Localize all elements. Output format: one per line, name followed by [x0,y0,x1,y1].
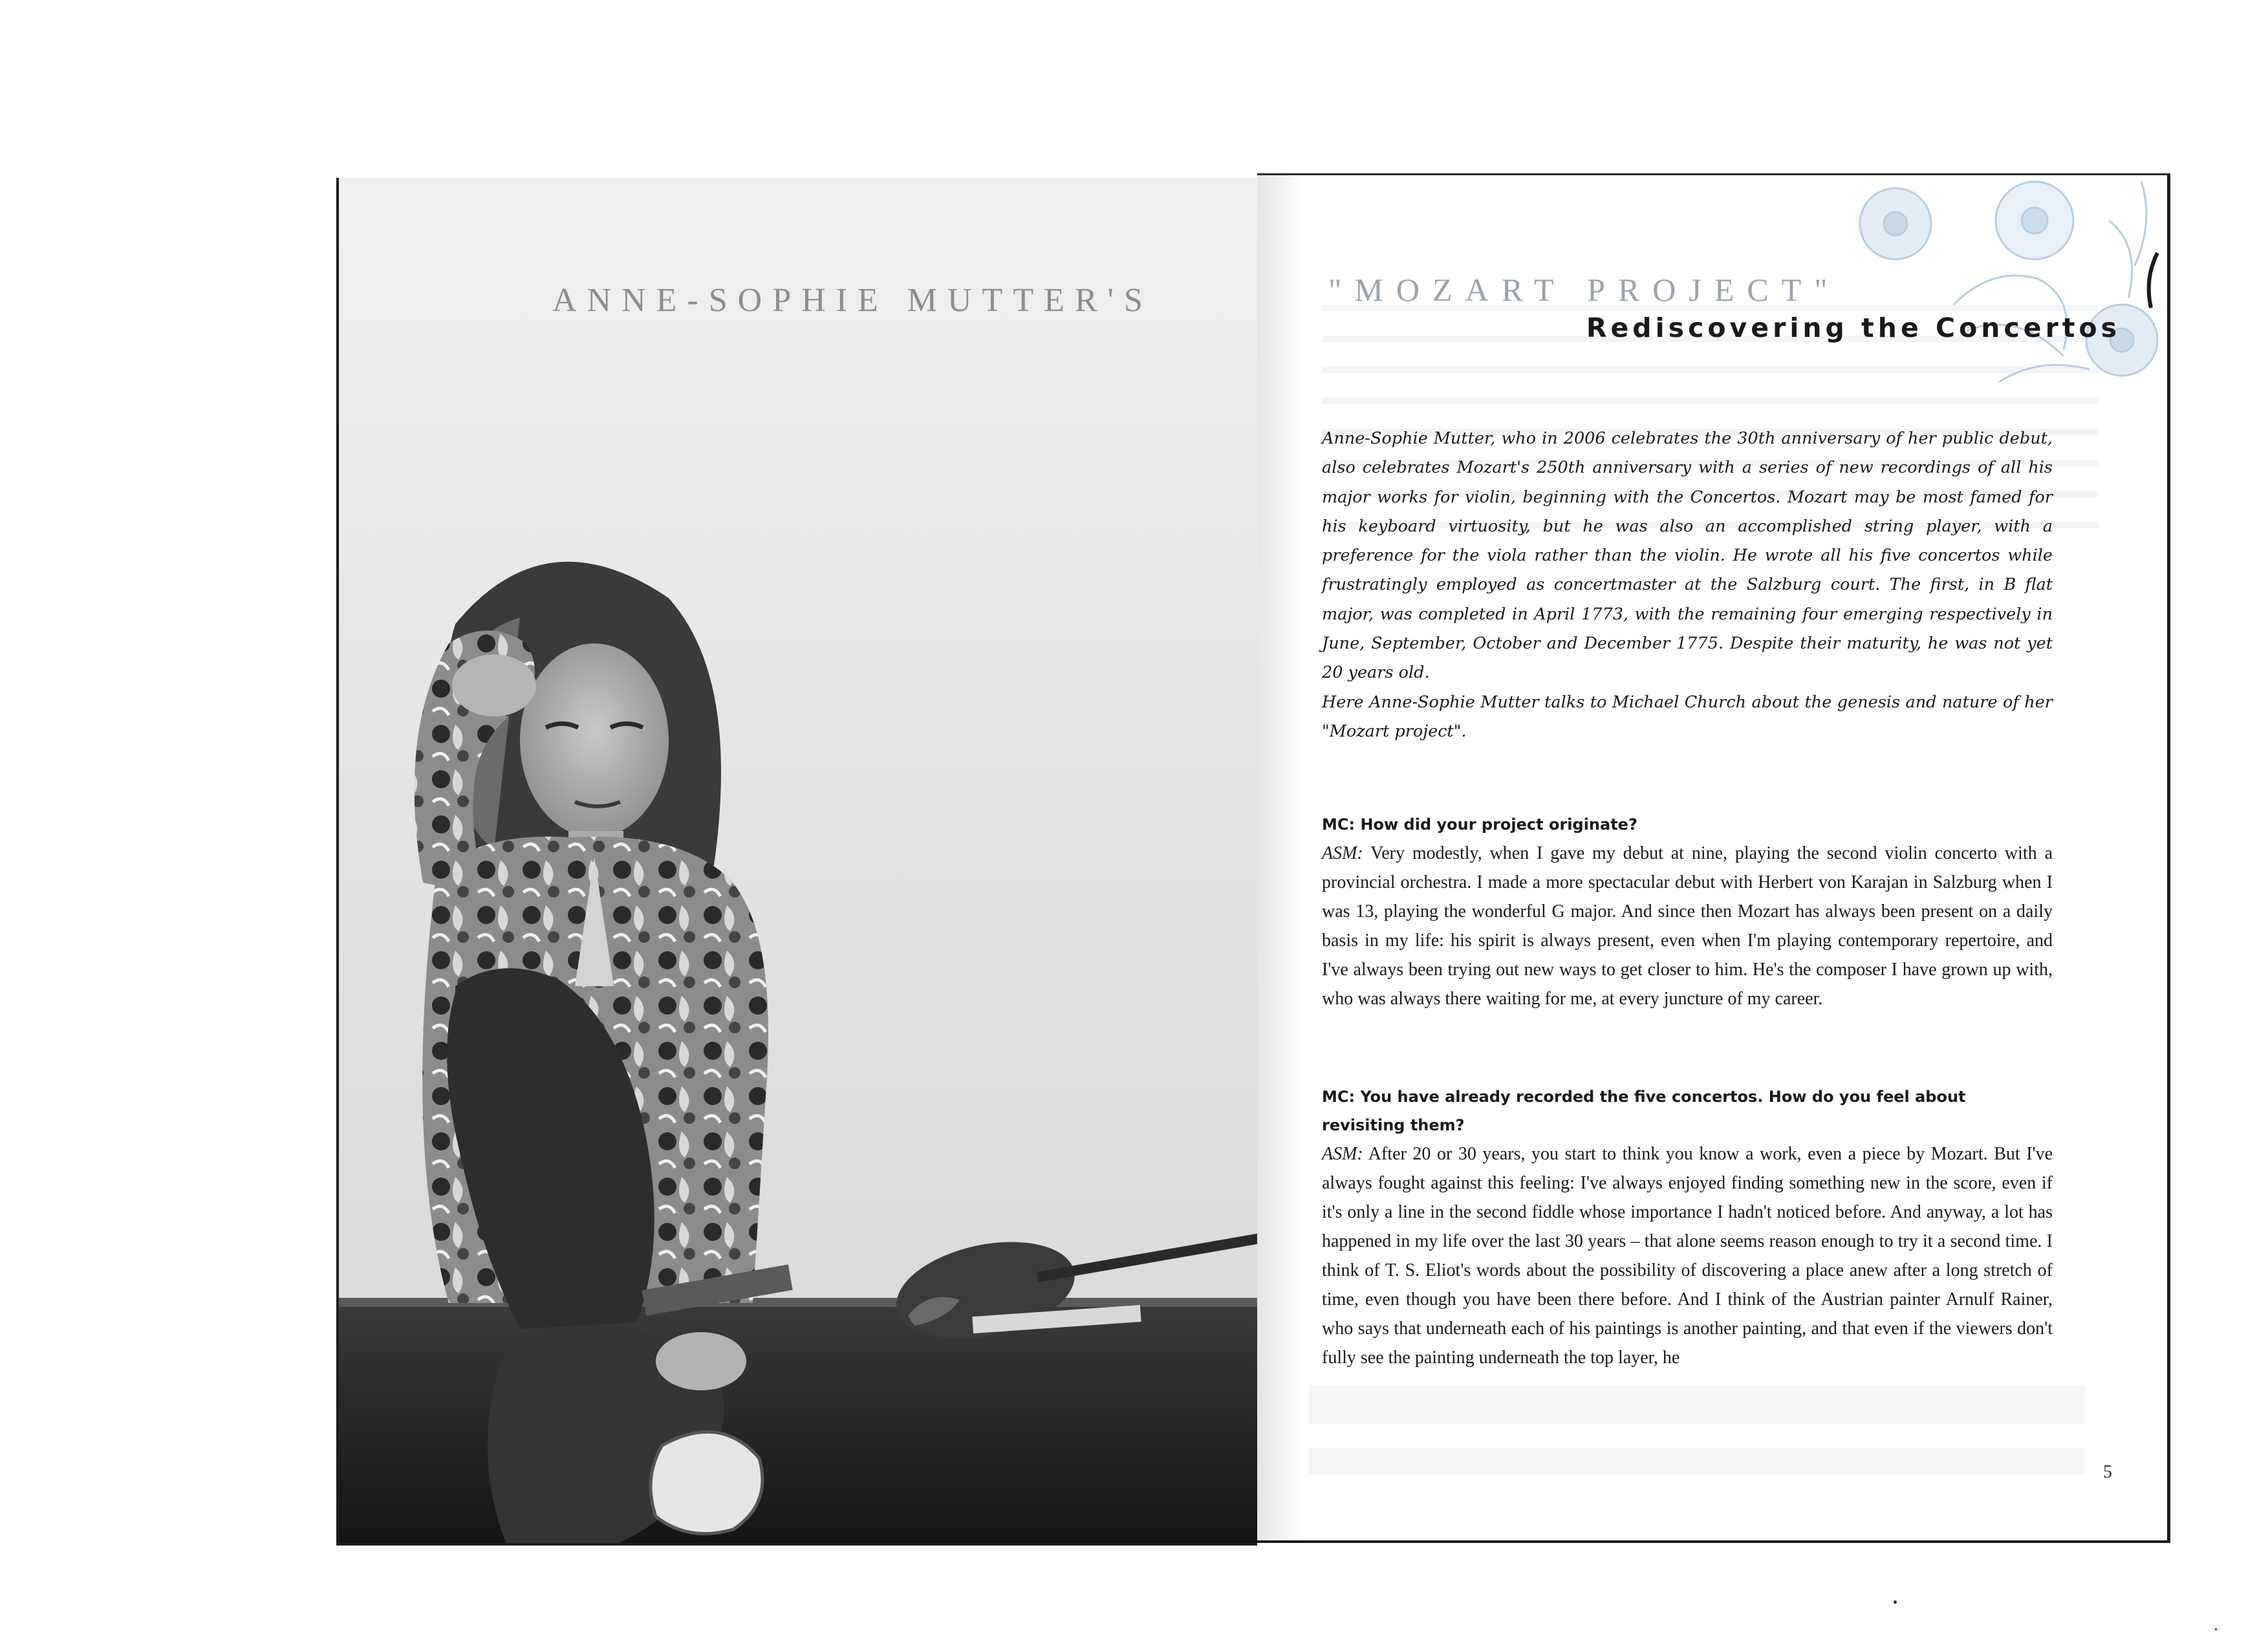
interview-answer [1322,839,2053,1013]
gutter-shadow [1257,175,1302,1540]
left-page-title: ANNE-SOPHIE MUTTER'S [552,282,1153,319]
interview-question: MC: You have already recorded the five concertos. How do you feel about revisiting them? [1322,1088,1966,1134]
interview-question: MC: How did your project originate? [1322,815,1637,834]
scan-speck [2215,1628,2217,1630]
right-page [1257,173,2170,1543]
speaker-label: ASM: [1322,1144,1363,1164]
intro-text: Anne-Sophie Mutter, who in 2006 celebrates the 30th anniversary of her public debut, also celebrates Mozart's 250th anniversary with a series of new recordings of all his major works for violin, beginning with the Concertos. Mozart may be most famed for his keyboard virtuosity, but he was also an accomplished string player, with a preference for the viola rather than the violin. He wrote all his five concertos while frustratingly employed as concertmaster at the Salzburg court. The first, in B flat major, was completed in April 1773, with the remaining four emerging respectively in June, September, October and December 1775. Despite their maturity, he was not yet 20 years old. [1322,429,2053,683]
intro-paragraph [1322,424,2053,746]
answer-text: After 20 or 30 years, you start to think you know a work, even a piece by Mozart. But I've always fought against this feeling: I've always enjoyed finding something new in the score, even if it's only a line in the second fiddle whose importance I hadn't noticed before. And anyway, a lot has happened in my life over the last 30 years – that alone seems reason enough to try it a second time. I think of T. S. Eliot's words about the possibility of discovering a place anew after a long stretch of time, even though you have been there before. And I think of the Austrian painter Arnulf Rainer, who says that underneath each of his paintings is another painting, and that even if the viewers don't fully see the painting underneath the top layer, he [1322,1144,2053,1368]
portrait-photo [339,178,1257,1546]
left-page [336,178,1257,1546]
page-number: 5 [2103,1462,2112,1482]
interview-block [1322,810,2053,1013]
flower-illustration [1805,175,2167,421]
background-faded-text [1309,1385,2085,1476]
interview-answer [1322,1139,2053,1372]
answer-text: Very modestly, when I gave my debut at nine, playing the second violin concerto with a provincial orchestra. I made a more spectacular debut with Herbert von Karajan in Salzburg when I was 13, playing the wonderful G major. And since then Mozart has always been present on a daily basis in my life: his spirit is always present, even when I'm playing contemporary repertoire, and I've always been trying out new ways to get closer to him. He's the composer I have grown up with, who was always there waiting for me, at every juncture of my career. [1322,843,2053,1009]
scan-speck [1894,1600,1897,1604]
speaker-label: ASM: [1322,843,1363,863]
article-title: Rediscovering the Concertos [1586,312,2121,343]
interview-block [1322,1083,2053,1372]
intro-text: Here Anne-Sophie Mutter talks to Michael Church about the genesis and nature of her "Mozart project". [1322,692,2053,741]
right-page-kicker: "MOZART PROJECT" [1328,272,1841,308]
